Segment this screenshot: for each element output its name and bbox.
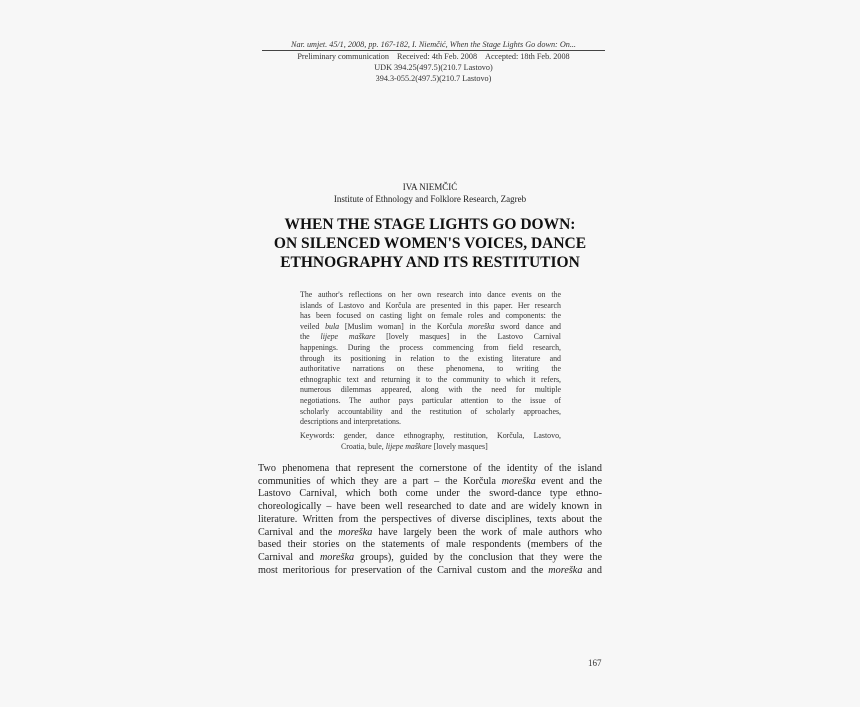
text-span: [lovely masques] <box>431 441 488 451</box>
text-span: event and the <box>535 475 602 487</box>
udk-code-1: UDK 394.25(497.5)(210.7 Lastovo) <box>374 63 493 72</box>
text-span: veiled <box>300 321 326 331</box>
abstract-line: negotiations. The author pays particular attention to the issue of <box>300 395 561 405</box>
author-block <box>252 181 608 205</box>
italic-term: moreška <box>338 526 373 538</box>
italic-term: moreška <box>501 475 536 487</box>
body-line: Lastovo Carnival, which both come under the sword-dance type ethno- <box>258 488 602 500</box>
received-date: Received: 4th Feb. 2008 <box>397 52 478 61</box>
page-number: 167 <box>588 658 602 668</box>
abstract-line: authoritative narrations on these phenomena, to writing the <box>300 364 561 374</box>
paper-title <box>252 215 608 272</box>
text-span: sword dance and <box>494 321 561 331</box>
author-affiliation: Institute of Ethnology and Folklore Research, Zagreb <box>333 194 527 204</box>
body-line: based their stories on the statements of male respondents (members of the <box>258 539 602 551</box>
keywords-row-2 <box>300 442 561 453</box>
text-span: most meritorious for preservation of the Carnival custom and the <box>258 564 549 576</box>
text-span: groups), guided by the conclusion that they were the <box>354 551 602 563</box>
abstract-line: The author's reflections on her own research into dance events on the <box>300 290 561 299</box>
italic-term: lijepe maškare <box>320 332 376 342</box>
body-line <box>258 565 602 578</box>
abstract-line: islands of Lastovo and Korčula are presented in this paper. Her research <box>300 300 561 310</box>
text-span: the <box>300 332 321 342</box>
abstract-line: has been focused on casting light on female roles and components: the <box>300 311 561 321</box>
body-line: literature. Written from the perspectives of diverse disciplines, texts about the <box>258 513 602 525</box>
abstract-line: ethnographic text and returning it to the community to which it refers, <box>300 374 561 384</box>
text-span: Carnival and the <box>258 526 339 538</box>
keywords <box>300 431 561 452</box>
article-type-line <box>262 51 605 62</box>
keywords-label: Keywords: <box>300 431 335 440</box>
body-paragraph <box>258 463 602 577</box>
body-line <box>258 476 602 489</box>
article-type: Preliminary communication <box>297 52 389 61</box>
italic-term: moreška <box>468 321 495 331</box>
italic-term: bula <box>325 321 340 331</box>
italic-term: lijepe maškare <box>385 441 432 451</box>
abstract-line: scholarly accountability and the restitution of scholarly approaches, <box>300 406 561 416</box>
accepted-date: Accepted: 18th Feb. 2008 <box>485 52 570 61</box>
keywords-row-1 <box>300 431 561 442</box>
author-name: IVA NIEMČIĆ <box>402 182 458 192</box>
abstract-line <box>300 322 561 333</box>
abstract <box>300 290 561 428</box>
abstract-line: descriptions and interpretations. <box>300 417 402 427</box>
text-span: have largely been the work of male authors who <box>372 526 603 538</box>
body-line: choreologically – have been well researched to date and are widely known in <box>258 501 602 513</box>
title-line-1: WHEN THE STAGE LIGHTS GO DOWN: <box>284 216 576 233</box>
body-line <box>258 552 602 565</box>
text-span: communities of which they are a part – the Korčula <box>258 475 502 487</box>
article-metadata <box>262 51 605 84</box>
udk-code-2: 394.3-055.2(497.5)(210.7 Lastovo) <box>375 74 492 83</box>
title-line-3: ETHNOGRAPHY AND ITS RESTITUTION <box>280 254 580 271</box>
running-head: Nar. umjet. 45/1, 2008, pp. 167-182, I. Niemčić, When the Stage Lights Go down: On... <box>291 40 576 49</box>
text-span: Croatia, bule, <box>341 441 386 451</box>
abstract-line: numerous dilemmas appeared, along with the need for multiple <box>300 385 561 395</box>
abstract-line: happenings. During the process commencing from field research, <box>300 342 561 352</box>
title-line-2: ON SILENCED WOMEN'S VOICES, DANCE <box>273 235 587 252</box>
text-span: [Muslim woman] in the Korčula <box>339 321 469 331</box>
abstract-line <box>300 332 561 343</box>
body-line: Two phenomena that represent the cornerstone of the identity of the island <box>258 463 602 474</box>
text-span: Carnival and <box>258 551 320 563</box>
keywords-list: gender, dance ethnography, restitution, Korčula, Lastovo, <box>334 431 561 440</box>
italic-term: moreška <box>319 551 355 563</box>
italic-term: moreška <box>548 564 583 576</box>
abstract-line: through its positioning in relation to the existing literature and <box>300 353 561 363</box>
text-span: [lovely masques] in the Lastovo Carnival <box>375 332 561 342</box>
body-line <box>258 527 602 540</box>
text-span: and <box>582 564 602 576</box>
